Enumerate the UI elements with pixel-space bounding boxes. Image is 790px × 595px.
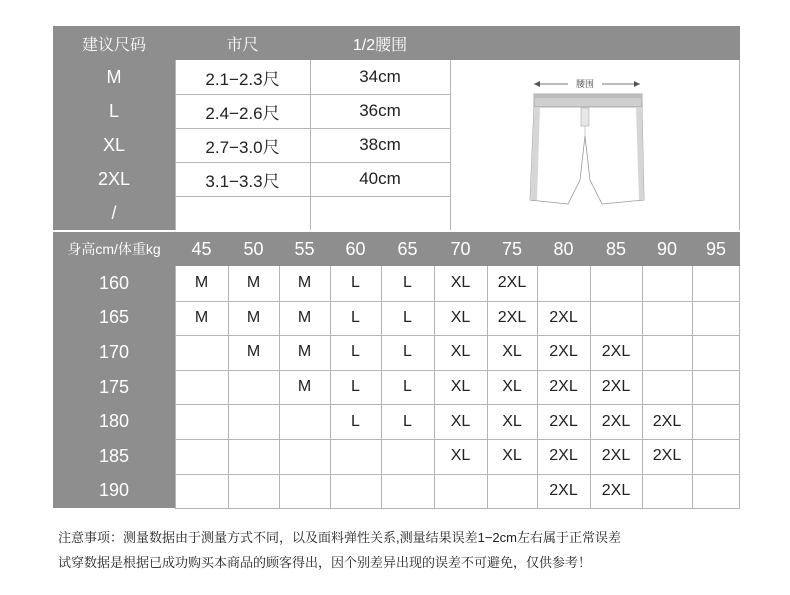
weight-grid-line xyxy=(642,266,643,508)
size-recommendation-cell: 2XL xyxy=(652,447,682,465)
size-recommendation-cell xyxy=(642,370,692,405)
weight-grid-line xyxy=(692,266,693,508)
size-recommendation-cell: 2XL xyxy=(549,481,578,499)
weight-grid-line xyxy=(175,301,740,302)
size-recommendation-cell xyxy=(279,474,330,509)
height-label-185: 185 xyxy=(98,445,130,466)
size-recommendation-cell: 2XL xyxy=(601,343,631,361)
weight-grid-line xyxy=(330,266,331,508)
size-grid-line xyxy=(739,60,740,230)
weight-header-80: 80 xyxy=(553,238,574,259)
weight-header-85: 85 xyxy=(605,238,627,259)
size-recommendation-cell: 2XL xyxy=(549,412,578,430)
size-recommendation-cell xyxy=(228,370,279,405)
weight-header-90: 90 xyxy=(656,238,678,259)
weight-grid-line xyxy=(175,474,740,475)
shichi-value: 3.1−3.3尺 xyxy=(205,171,280,191)
shichi-value xyxy=(175,196,310,230)
size-grid-line xyxy=(175,94,450,95)
size-recommendation-cell: L xyxy=(403,412,412,430)
waist-value xyxy=(310,196,450,230)
shichi-value: 2.1−2.3尺 xyxy=(205,69,280,89)
height-label-160: 160 xyxy=(98,272,130,293)
size-recommendation-cell xyxy=(642,335,692,370)
weight-grid-line xyxy=(381,266,382,508)
size-label: XL xyxy=(102,134,126,155)
size-recommendation-cell: L xyxy=(351,308,360,326)
size-recommendation-cell: XL xyxy=(450,378,471,396)
weight-header-75: 75 xyxy=(501,238,523,259)
size-recommendation-cell xyxy=(279,404,330,439)
size-recommendation-cell xyxy=(692,439,740,474)
size-label: / xyxy=(111,202,117,223)
size-label: 2XL xyxy=(97,168,131,189)
size-recommendation-cell xyxy=(590,266,642,301)
size-recommendation-cell: XL xyxy=(450,412,471,430)
size-recommendation-cell: 2XL xyxy=(549,343,578,361)
weight-grid-line xyxy=(739,266,740,508)
size-recommendation-cell xyxy=(692,474,740,509)
size-recommendation-cell: L xyxy=(351,378,360,396)
size-recommendation-cell: L xyxy=(403,343,412,361)
weight-header-70: 70 xyxy=(450,238,471,259)
size-recommendation-cell: M xyxy=(297,378,312,396)
size-recommendation-cell xyxy=(692,370,740,405)
weight-grid-line xyxy=(175,508,740,509)
size-recommendation-cell xyxy=(692,404,740,439)
size-recommendation-cell: XL xyxy=(450,308,471,326)
size-recommendation-cell: 2XL xyxy=(497,308,527,326)
height-label-170: 170 xyxy=(98,341,130,362)
size-recommendation-cell: L xyxy=(351,343,360,361)
size-recommendation-cell: M xyxy=(246,308,261,326)
size-recommendation-cell: XL xyxy=(450,447,471,465)
size-recommendation-cell: XL xyxy=(450,343,471,361)
size-recommendation-cell xyxy=(434,474,487,509)
size-recommendation-cell: 2XL xyxy=(601,378,631,396)
size-recommendation-cell xyxy=(381,474,434,509)
size-recommendation-cell: L xyxy=(403,308,412,326)
waist-value: 40cm xyxy=(359,169,401,188)
weight-grid-line xyxy=(537,266,538,508)
size-recommendation-cell xyxy=(175,370,228,405)
size-grid-line xyxy=(175,128,450,129)
size-recommendation-cell: L xyxy=(351,412,360,430)
header-suggested-size: 建议尺码 xyxy=(81,36,146,54)
height-label-180: 180 xyxy=(98,411,130,432)
size-grid-line xyxy=(175,162,450,163)
size-recommendation-cell: M xyxy=(297,343,312,361)
size-recommendation-cell: L xyxy=(351,274,360,292)
size-recommendation-cell xyxy=(279,439,330,474)
size-recommendation-cell: 2XL xyxy=(549,378,578,396)
waist-value: 36cm xyxy=(359,101,401,120)
note-line-2: 试穿数据是根据已成功购买本商品的顾客得出，因个别差异出现的误差不可避免，仅供参考！ xyxy=(58,555,592,570)
size-recommendation-cell: XL xyxy=(502,412,522,430)
size-grid-line xyxy=(310,60,311,230)
weight-grid-line xyxy=(175,335,740,336)
weight-grid-line xyxy=(590,266,591,508)
size-recommendation-cell: M xyxy=(194,308,209,326)
size-recommendation-cell xyxy=(537,266,590,301)
waist-value: 38cm xyxy=(359,135,401,154)
size-recommendation-cell: XL xyxy=(502,447,522,465)
weight-grid-line xyxy=(175,266,176,508)
size-recommendation-cell: 2XL xyxy=(652,412,682,430)
size-recommendation-cell xyxy=(175,439,228,474)
height-weight-corner-label: 身高cm/体重kg xyxy=(67,241,161,257)
size-recommendation-cell: 2XL xyxy=(601,447,631,465)
shorts-diagram xyxy=(450,60,739,230)
size-recommendation-cell xyxy=(228,404,279,439)
size-recommendation-cell: L xyxy=(403,274,412,292)
waist-diagram-label: 腰围 xyxy=(575,79,595,89)
size-recommendation-cell xyxy=(692,335,740,370)
size-recommendation-cell: 2XL xyxy=(601,412,631,430)
weight-header-50: 50 xyxy=(243,238,264,259)
size-grid-line xyxy=(175,196,450,197)
size-recommendation-cell xyxy=(330,474,381,509)
height-label-175: 175 xyxy=(98,376,130,397)
size-grid-line xyxy=(175,60,176,230)
size-recommendation-cell xyxy=(228,439,279,474)
header-shichi: 市尺 xyxy=(226,36,259,54)
size-recommendation-cell: M xyxy=(297,274,312,292)
height-label-165: 165 xyxy=(98,307,130,328)
weight-grid-line xyxy=(175,370,740,371)
size-recommendation-cell: M xyxy=(297,308,312,326)
size-recommendation-cell xyxy=(692,301,740,336)
weight-header-45: 45 xyxy=(191,238,212,259)
size-recommendation-cell: XL xyxy=(450,274,471,292)
size-recommendation-cell xyxy=(642,301,692,336)
height-label-190: 190 xyxy=(98,480,130,501)
weight-grid-line xyxy=(279,266,280,508)
waist-value: 34cm xyxy=(359,67,401,86)
size-recommendation-cell: XL xyxy=(502,378,522,396)
size-recommendation-cell xyxy=(590,301,642,336)
size-recommendation-cell: M xyxy=(246,343,261,361)
shichi-value: 2.7−3.0尺 xyxy=(205,137,280,157)
size-recommendation-cell xyxy=(642,474,692,509)
note-line-1: 注意事项：测量数据由于测量方式不同，以及面料弹性关系,测量结果误差1−2cm左右属于正常误差 xyxy=(58,530,621,545)
size-recommendation-cell xyxy=(175,335,228,370)
weight-header-95: 95 xyxy=(705,238,727,259)
size-recommendation-cell xyxy=(381,439,434,474)
size-label: M xyxy=(106,66,122,87)
size-recommendation-cell xyxy=(642,266,692,301)
size-recommendation-cell xyxy=(228,474,279,509)
size-recommendation-cell xyxy=(175,474,228,509)
size-recommendation-cell xyxy=(487,474,537,509)
size-recommendation-cell: M xyxy=(246,274,261,292)
size-recommendation-cell: 2XL xyxy=(497,274,527,292)
size-recommendation-cell: 2XL xyxy=(549,447,578,465)
weight-header-60: 60 xyxy=(345,238,366,259)
size-recommendation-cell: XL xyxy=(502,343,522,361)
shichi-value: 2.4−2.6尺 xyxy=(205,103,280,123)
shorts-outline xyxy=(530,94,644,204)
weight-grid-line xyxy=(175,404,740,405)
size-recommendation-cell xyxy=(175,404,228,439)
size-recommendation-cell: 2XL xyxy=(549,308,578,326)
weight-header-65: 65 xyxy=(397,238,418,259)
weight-header-55: 55 xyxy=(294,238,315,259)
size-recommendation-cell: M xyxy=(194,274,209,292)
weight-grid-line xyxy=(434,266,435,508)
size-recommendation-cell: 2XL xyxy=(601,481,631,499)
header-half-waist: 1/2腰围 xyxy=(352,36,408,54)
size-label: L xyxy=(108,100,119,121)
weight-grid-line xyxy=(175,439,740,440)
size-recommendation-cell xyxy=(330,439,381,474)
weight-grid-line xyxy=(487,266,488,508)
size-recommendation-cell: L xyxy=(403,378,412,396)
weight-grid-line xyxy=(228,266,229,508)
size-recommendation-cell xyxy=(692,266,740,301)
